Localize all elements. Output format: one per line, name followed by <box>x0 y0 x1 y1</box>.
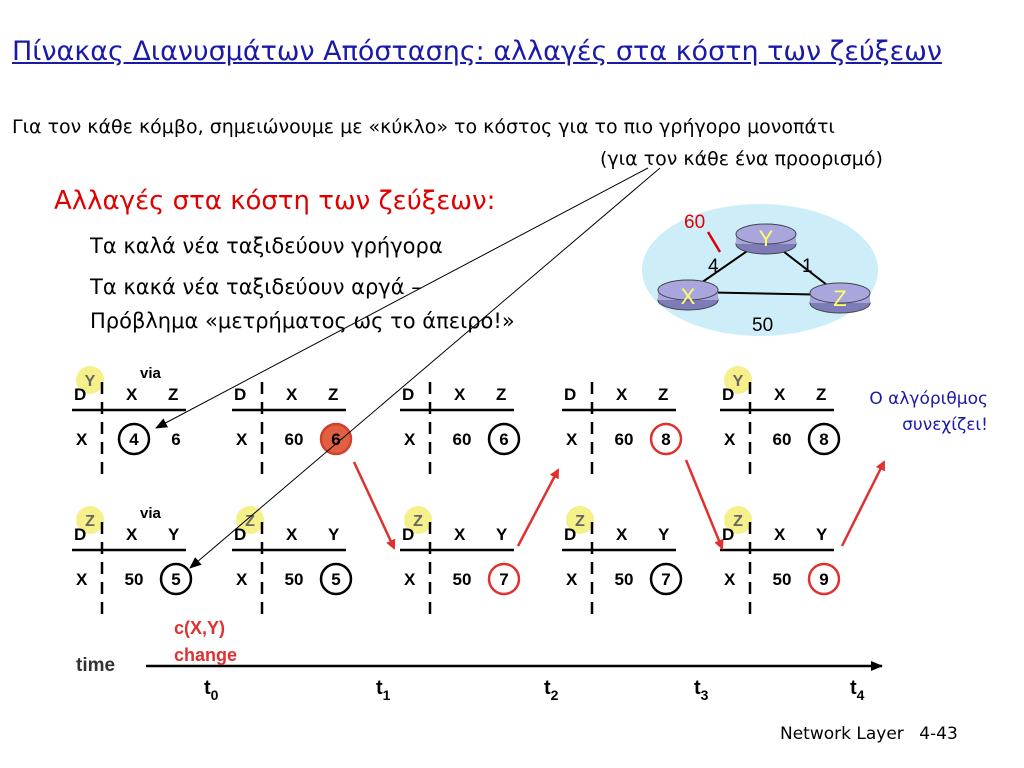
time-tick-subscript: 0 <box>210 687 219 703</box>
cost-value: 50 <box>772 570 792 589</box>
cost-value: 60 <box>614 430 634 449</box>
bullet-text: Τα κακά νέα ταξιδεύουν αργά – <box>90 275 422 299</box>
page-title: Πίνακας Διανυσμάτων Απόστασης: αλλαγές στα κόστη των ζεύξεων <box>12 36 942 67</box>
algorithm-continues-note <box>820 386 988 438</box>
router-y-label: Y <box>758 226 774 251</box>
slide-footer <box>780 724 958 744</box>
footer-section: Network Layer <box>780 724 904 744</box>
row-dest-label: X <box>566 430 578 449</box>
node-label: Y <box>84 373 96 390</box>
cost-value: 60 <box>284 430 304 449</box>
time-tick-label <box>204 677 219 703</box>
table-header-col2: Z <box>496 385 507 404</box>
cost-value: 6 <box>331 430 341 449</box>
table-header-col1: X <box>454 385 466 404</box>
cost-value: 5 <box>171 570 181 589</box>
row-dest-label: X <box>724 570 736 589</box>
dv-table <box>562 506 681 618</box>
time-tick-base: t <box>694 677 701 699</box>
node-label: Z <box>245 513 255 530</box>
table-header-col2: Z <box>658 385 669 404</box>
time-tick-base: t <box>376 677 383 699</box>
table-header-col2: Y <box>328 525 340 544</box>
cost-yz: 1 <box>802 256 813 277</box>
cost-value: 7 <box>661 570 671 589</box>
table-header-dest: D <box>74 385 87 404</box>
red-arrow-down-1 <box>354 462 394 548</box>
table-header-col2: Z <box>168 385 179 404</box>
router-z-label: Z <box>833 286 847 311</box>
red-arrow-down-2 <box>686 460 722 548</box>
old-cost-xy: 4 <box>708 256 719 277</box>
node-label: Y <box>732 373 744 390</box>
row-dest-label: X <box>404 570 416 589</box>
dv-table <box>720 506 839 618</box>
table-header-dest: D <box>722 385 735 404</box>
table-header-col2: Y <box>496 525 508 544</box>
time-tick-subscript: 1 <box>382 687 391 703</box>
table-header-col1: X <box>454 525 466 544</box>
table-header-col1: X <box>126 385 138 404</box>
time-tick-subscript: 4 <box>856 687 865 703</box>
section-heading: Αλλαγές στα κόστη των ζεύξεων: <box>54 186 496 216</box>
row-dest-label: X <box>236 570 248 589</box>
bullet-text: Τα καλά νέα ταξιδεύουν γρήγορα <box>90 234 443 258</box>
node-label: Z <box>575 513 585 530</box>
dv-table <box>232 506 351 618</box>
row-dest-label: X <box>404 430 416 449</box>
table-header-dest: D <box>402 525 415 544</box>
node-label: Z <box>85 513 95 530</box>
row-dest-label: X <box>76 430 88 449</box>
cost-value: 5 <box>331 570 341 589</box>
table-header-dest: D <box>564 385 577 404</box>
intro-line-1: Για τον κάθε κόμβο, σημειώνουμε με «κύκλο» το κόστος για το πιο γρήγορο μονοπάτι <box>12 116 835 138</box>
time-label: time <box>76 655 116 676</box>
dv-table <box>232 382 351 478</box>
dv-table <box>400 506 519 618</box>
time-tick-label <box>694 677 709 703</box>
time-tick-label <box>544 677 559 703</box>
new-cost-xy: 60 <box>684 212 706 233</box>
table-header-col2: Y <box>168 525 180 544</box>
cost-value: 50 <box>284 570 304 589</box>
cost-value: 9 <box>819 570 829 589</box>
table-header-col2: Y <box>816 525 828 544</box>
red-arrow-up-1 <box>518 470 558 546</box>
table-header-dest: D <box>234 525 247 544</box>
time-tick-label <box>376 677 391 703</box>
table-header-col2: Y <box>658 525 670 544</box>
cost-value: 50 <box>614 570 634 589</box>
router-x-label: X <box>680 284 696 309</box>
table-header-col2: Z <box>328 385 339 404</box>
cost-value: 60 <box>772 430 792 449</box>
via-label: via <box>140 365 161 382</box>
footer-page-number: 4-43 <box>919 724 958 744</box>
row-dest-label: X <box>566 570 578 589</box>
cost-value: 50 <box>124 570 144 589</box>
table-header-col1: X <box>774 525 786 544</box>
cost-xz: 50 <box>752 315 774 336</box>
table-header-col1: X <box>286 385 298 404</box>
change-label-line2: change <box>174 645 238 665</box>
table-header-dest: D <box>564 525 577 544</box>
table-header-col1: X <box>616 525 628 544</box>
table-header-dest: D <box>402 385 415 404</box>
node-label: Z <box>733 513 743 530</box>
time-tick-subscript: 3 <box>700 687 709 703</box>
time-tick-label <box>850 677 865 703</box>
cost-value: 6 <box>499 430 509 449</box>
table-header-dest: D <box>234 385 247 404</box>
via-label: via <box>140 505 161 522</box>
cost-value: 60 <box>452 430 472 449</box>
time-tick-base: t <box>544 677 551 699</box>
cost-value: 4 <box>129 430 139 449</box>
cost-value: 8 <box>819 430 829 449</box>
change-label-line1: c(X,Y) <box>174 618 226 638</box>
bullet-continuation: Πρόβλημα «μετρήματος ως το άπειρο!» <box>90 309 515 333</box>
cost-value: 6 <box>171 430 181 449</box>
cost-value: 8 <box>661 430 671 449</box>
continues-line-2: συνεχίζει! <box>902 415 988 435</box>
table-header-col1: X <box>616 385 628 404</box>
table-header-dest: D <box>74 525 87 544</box>
dv-table <box>400 382 519 478</box>
time-tick-subscript: 2 <box>550 687 559 703</box>
row-dest-label: X <box>76 570 88 589</box>
table-header-col1: X <box>286 525 298 544</box>
dv-table <box>562 382 681 478</box>
time-tick-base: t <box>204 677 211 699</box>
cost-value: 50 <box>452 570 472 589</box>
row-dest-label: X <box>236 430 248 449</box>
table-header-dest: D <box>722 525 735 544</box>
table-header-col1: X <box>126 525 138 544</box>
intro-line-2: (για τον κάθε ένα προορισμό) <box>600 148 883 170</box>
cost-value: 7 <box>499 570 509 589</box>
row-dest-label: X <box>724 430 736 449</box>
time-tick-base: t <box>850 677 857 699</box>
red-arrow-up-2 <box>842 462 884 546</box>
dv-table <box>72 505 191 618</box>
table-header-col1: X <box>774 385 786 404</box>
node-label: Z <box>413 513 423 530</box>
table-header-col2: Z <box>816 385 827 404</box>
timeline <box>76 618 882 703</box>
continues-line-1: Ο αλγόριθμος <box>869 389 988 409</box>
